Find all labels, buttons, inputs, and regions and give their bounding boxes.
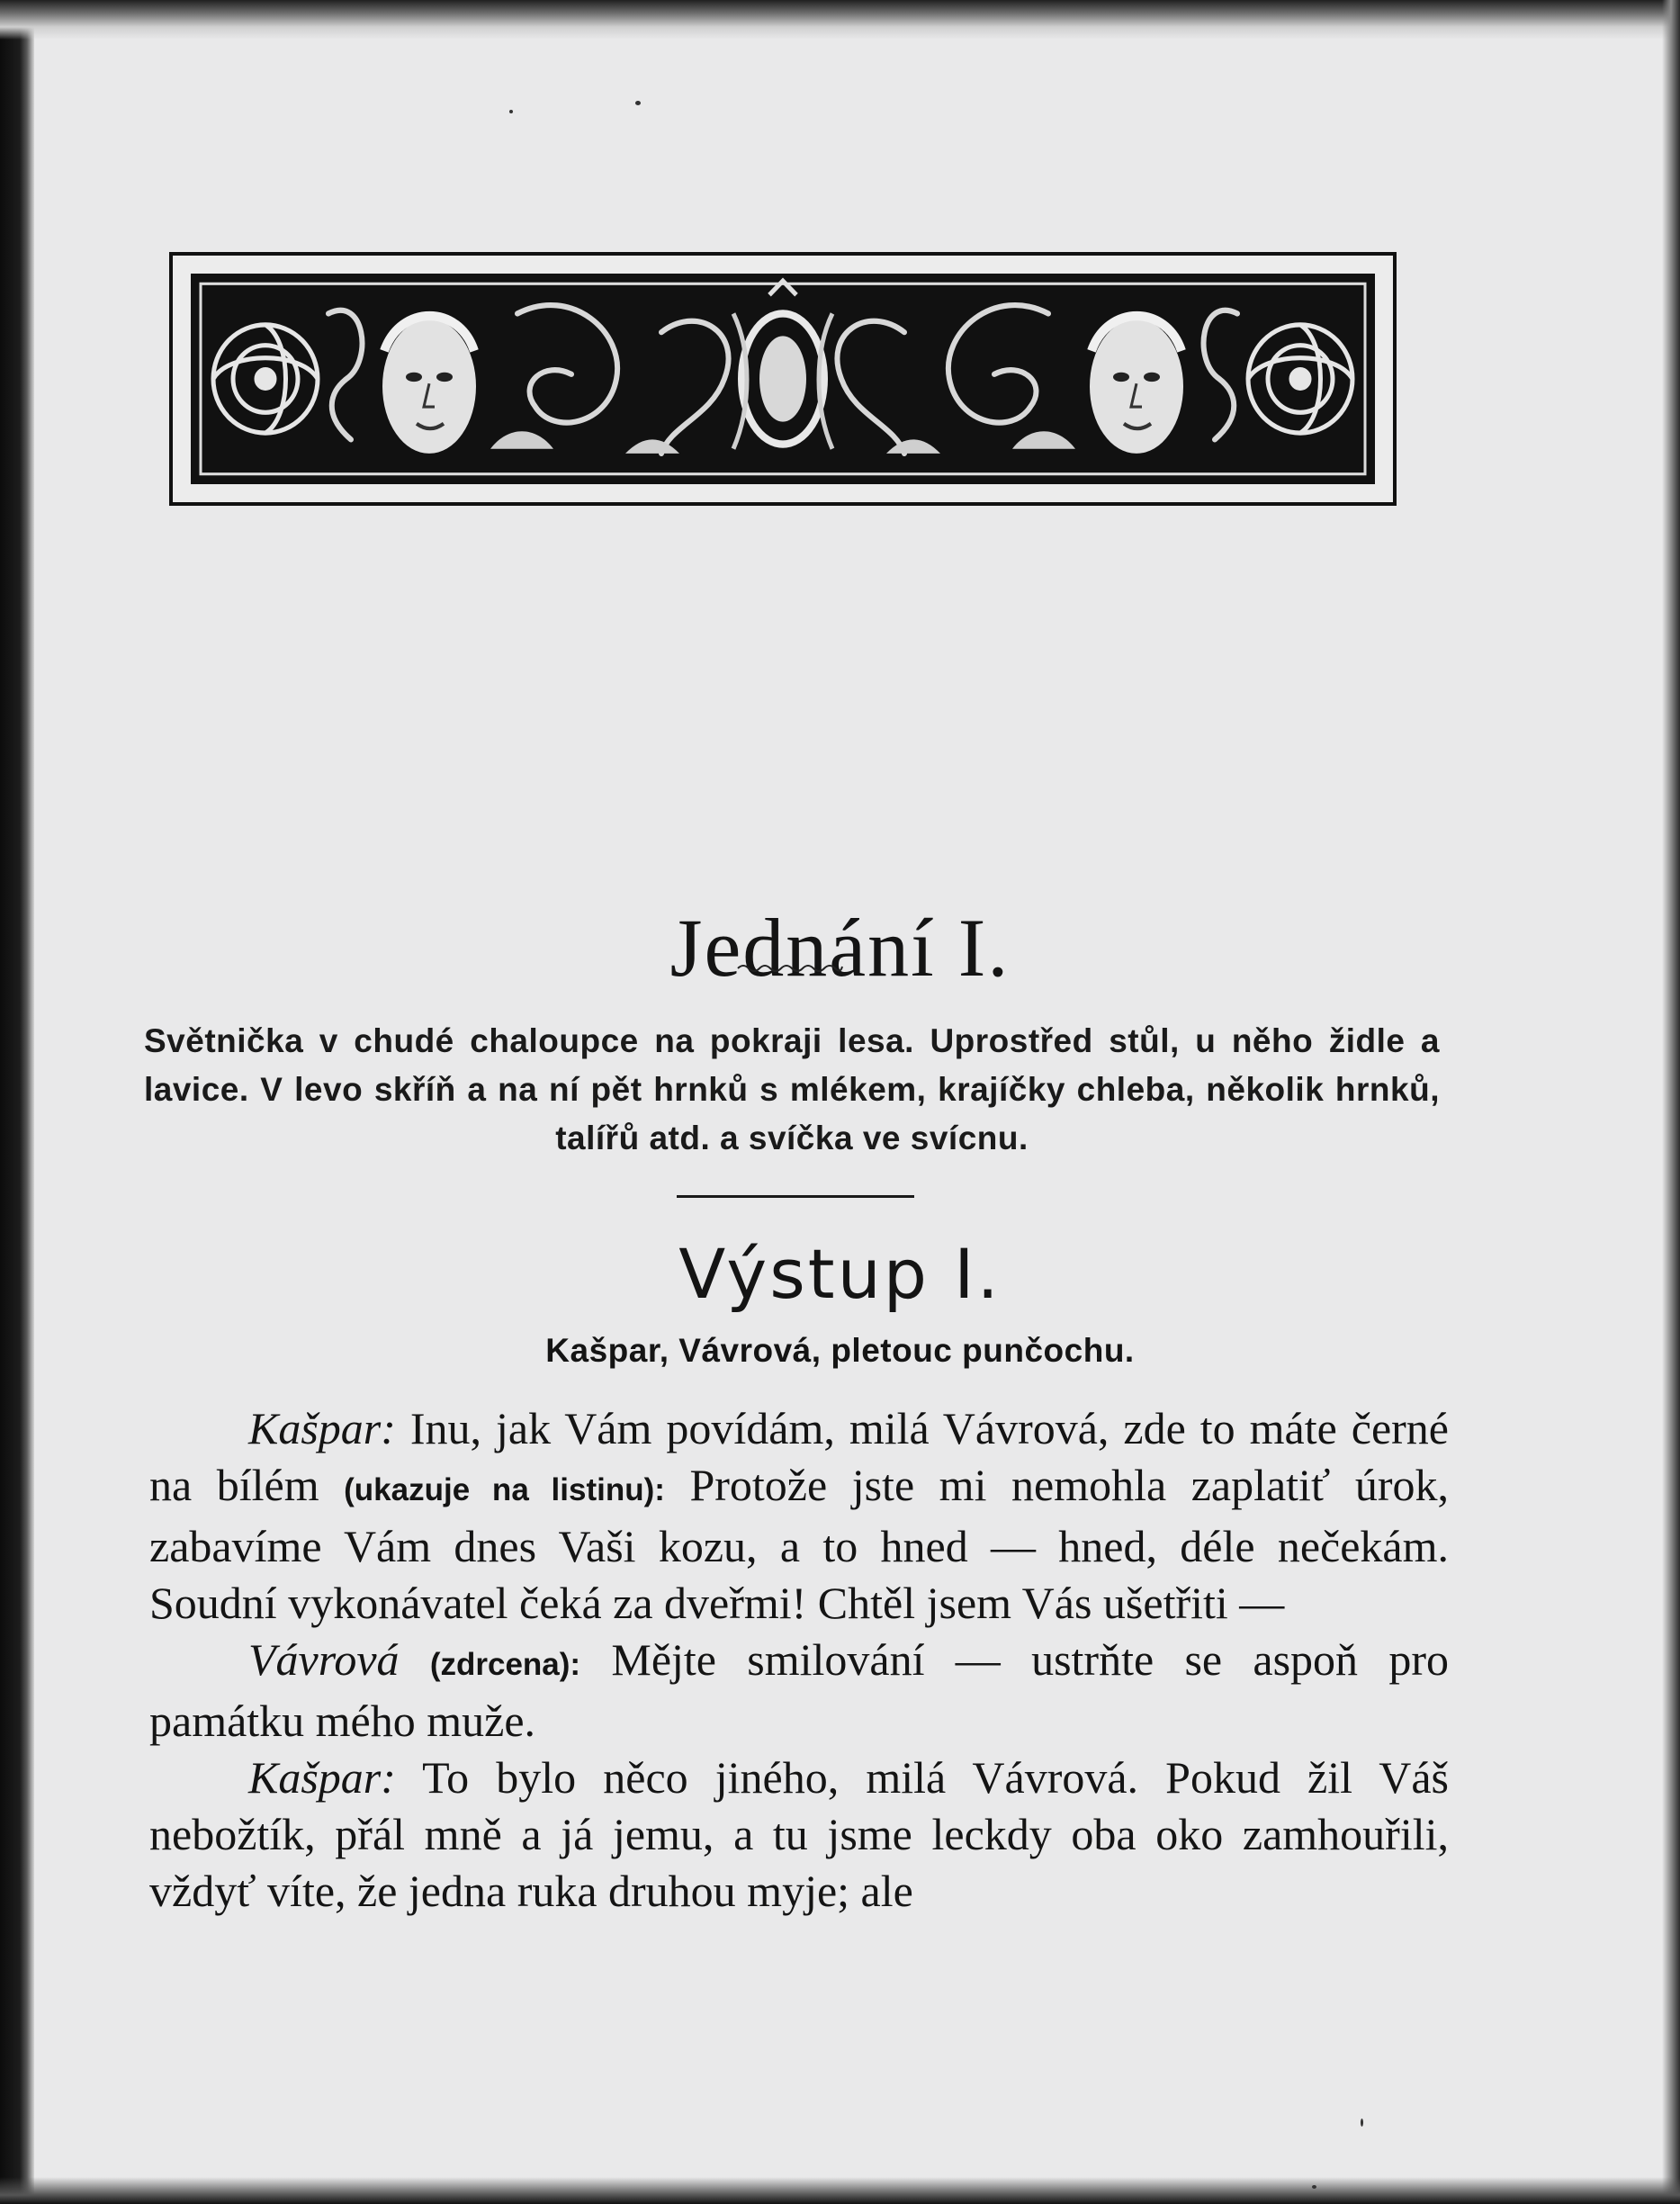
stage-aside: (zdrcena): [429, 1647, 581, 1682]
scene-title: Výstup I. [678, 1234, 1002, 1314]
line-text: Mějte smilování — ustrňte se aspoň pro památku mého muže. [149, 1634, 1449, 1746]
print-speck [509, 110, 513, 113]
header-ornament [169, 252, 1397, 506]
right-mask-face [1090, 316, 1183, 454]
dialogue-line [149, 1632, 1449, 1750]
speaker-name: Kašpar: [248, 1403, 396, 1453]
dialogue-line [149, 1400, 1449, 1632]
act-title: Jednání I. [669, 901, 1011, 994]
left-mask-face [382, 316, 476, 454]
scene-cast: Kašpar, Vávrová, pletouc punčochu. [545, 1332, 1135, 1369]
frieze-illustration [193, 276, 1372, 481]
ornament-frieze [191, 274, 1375, 484]
line-text: Inu, jak Vám povídám, milá Vávrová, zde to máte černé na bílém [149, 1403, 1449, 1510]
page-edge-bottom [0, 2177, 1680, 2204]
stage-direction: Světnička v chudé chaloupce na pokraji lesa. Uprostřed stůl, u něho židle a lavice. V levo skříň a na ní pět hrnků s mlékem, krajíčky chleba, několik hrnků, talířů atd. a svíčka ve svícnu. [144, 1022, 1440, 1156]
page-edge-right [1662, 0, 1680, 2204]
title-flourish [736, 961, 844, 972]
dialogue-line [149, 1750, 1449, 1924]
section-rule [677, 1195, 914, 1198]
print-speck [1312, 2185, 1316, 2189]
stage-aside: (ukazuje na listinu): [344, 1472, 665, 1507]
speaker-name: Kašpar: [248, 1752, 396, 1803]
line-text: To bylo něco jiného, milá Vávrová. Pokud žil Váš nebožtík, přál mně a já jemu, a tu jsme leckdy oba oko zamhouřili, vždyť víte, že jedna ruka druhou myje; ale [149, 1752, 1449, 1916]
page-edge-top [0, 0, 1680, 40]
page-edge-left [0, 0, 34, 2204]
speaker-name: Vávrová [248, 1634, 400, 1685]
dialogue [149, 1400, 1449, 1924]
print-speck [635, 101, 641, 105]
line-text: Protože jste mi nemohla zaplatiť úrok, zabavíme Vám dnes Vaši kozu, a to hned — hned, déle nečekám. Soudní vykonávatel čeká za dveřmi! Chtěl jsem Vás ušetřiti — [149, 1460, 1449, 1628]
line-text [400, 1634, 430, 1685]
print-speck [1361, 2119, 1363, 2127]
